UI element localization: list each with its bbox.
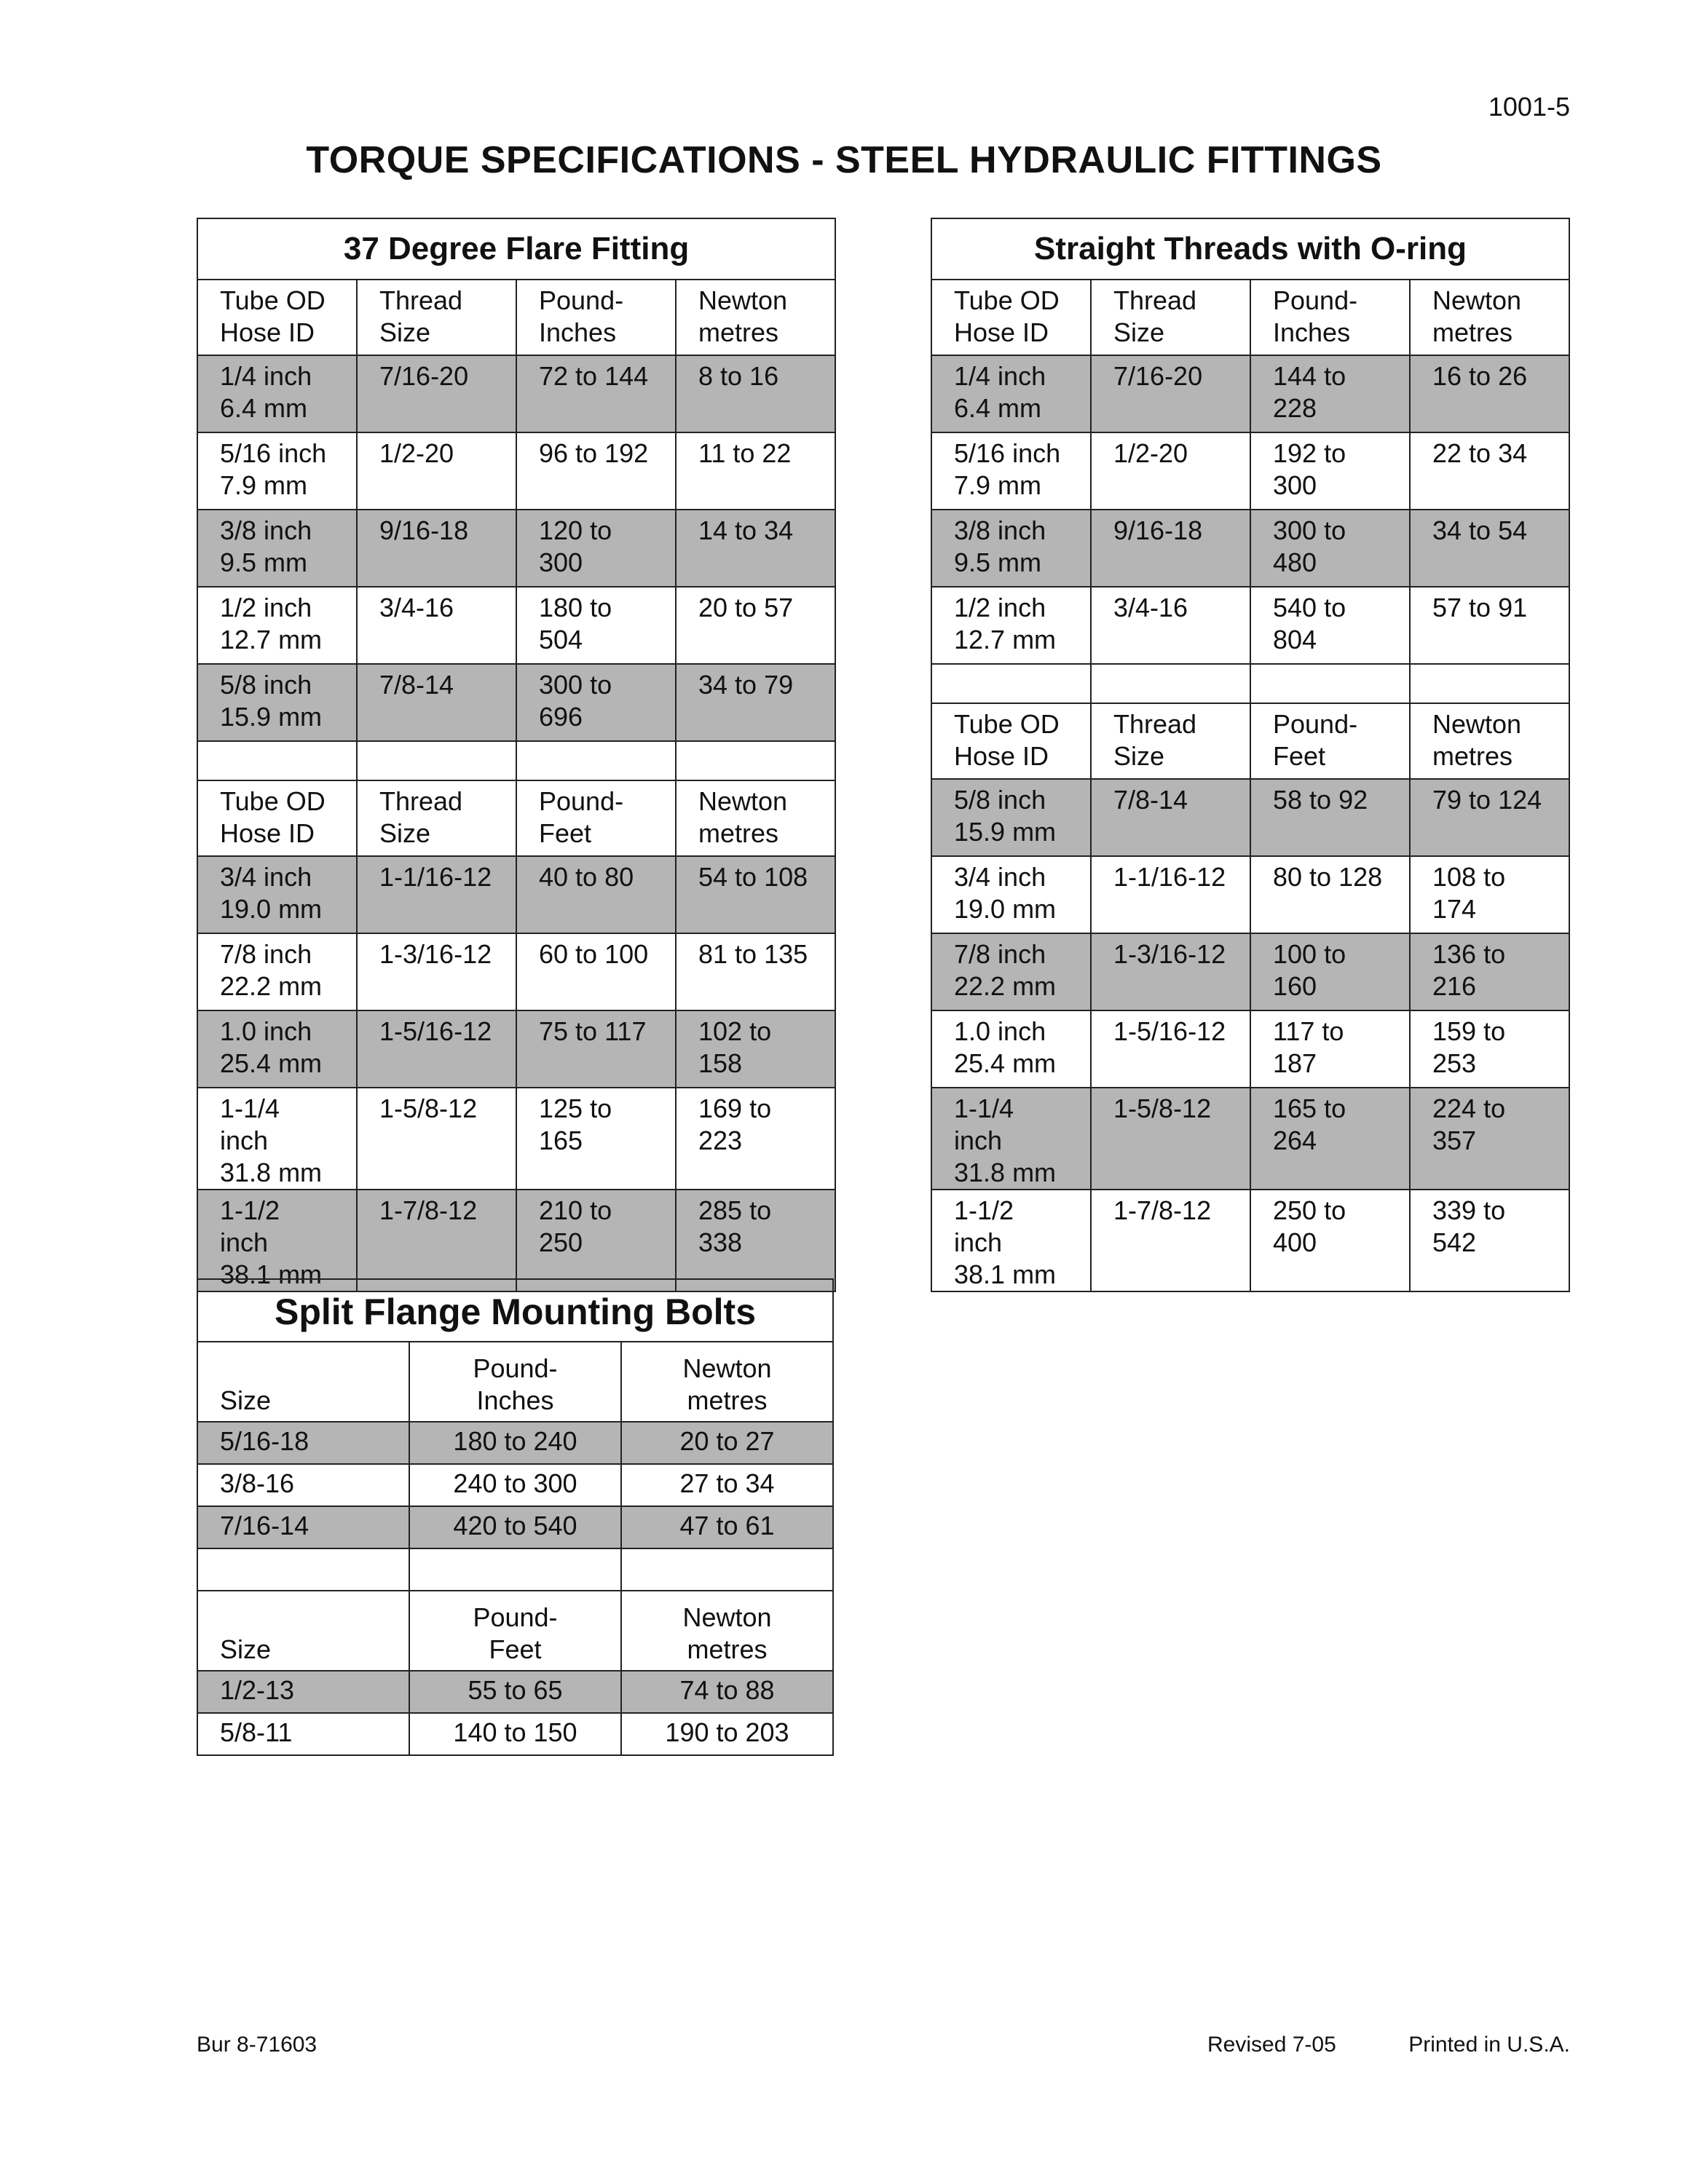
table-cell: 125 to 165	[516, 1088, 676, 1190]
table-cell: 1.0 inch 25.4 mm	[931, 1010, 1091, 1088]
table-cell: 47 to 61	[621, 1506, 833, 1548]
table-row	[197, 1464, 833, 1506]
table-row	[931, 587, 1569, 664]
table-row	[197, 1671, 833, 1713]
table-cell: 3/4-16	[357, 587, 516, 664]
footer-document-number: Bur 8-71603	[197, 2033, 318, 2057]
table-row	[931, 1190, 1569, 1291]
table-cell: 54 to 108	[676, 856, 835, 933]
column-header: Thread Size	[357, 280, 516, 355]
column-header: Pound- Inches	[516, 280, 676, 355]
table-cell: 300 to 696	[516, 664, 676, 741]
table-cell: 1/4 inch 6.4 mm	[197, 355, 357, 432]
flare-fitting-table	[197, 218, 836, 1292]
table-cell: 58 to 92	[1250, 779, 1410, 856]
table-cell: 210 to 250	[516, 1190, 676, 1291]
header-row	[197, 280, 835, 355]
footer-printed: Printed in U.S.A.	[1408, 2033, 1570, 2057]
table-cell: 300 to 480	[1250, 510, 1410, 587]
table-cell: 140 to 150	[409, 1713, 621, 1755]
table-row	[197, 664, 835, 741]
table-cell: 165 to 264	[1250, 1088, 1410, 1190]
column-header: Size	[197, 1342, 409, 1422]
table-cell: 1-1/16-12	[357, 856, 516, 933]
table-cell: 1-7/8-12	[1091, 1190, 1250, 1291]
column-header: Newton metres	[621, 1591, 833, 1671]
table-cell: 1/2 inch 12.7 mm	[931, 587, 1091, 664]
column-header: Newton metres	[676, 780, 835, 856]
column-header: Newton metres	[1410, 703, 1569, 779]
table-cell: 40 to 80	[516, 856, 676, 933]
table-cell: 1.0 inch 25.4 mm	[197, 1010, 357, 1088]
footer-revised: Revised 7-05	[1207, 2033, 1336, 2057]
table-cell: 22 to 34	[1410, 432, 1569, 510]
table-cell: 224 to 357	[1410, 1088, 1569, 1190]
table-cell: 7/8 inch 22.2 mm	[931, 933, 1091, 1010]
table-cell: 72 to 144	[516, 355, 676, 432]
column-header: Size	[197, 1591, 409, 1671]
table-cell: 27 to 34	[621, 1464, 833, 1506]
column-header: Thread Size	[1091, 703, 1250, 779]
column-header: Pound- Feet	[409, 1591, 621, 1671]
table-cell: 75 to 117	[516, 1010, 676, 1088]
table-cell: 74 to 88	[621, 1671, 833, 1713]
table-cell: 3/4 inch 19.0 mm	[931, 856, 1091, 933]
table-row	[197, 1190, 835, 1291]
header-row	[931, 703, 1569, 779]
table-cell: 9/16-18	[357, 510, 516, 587]
table-row	[197, 1010, 835, 1088]
table-cell: 20 to 57	[676, 587, 835, 664]
table-row	[197, 1422, 833, 1464]
table-cell: 9/16-18	[1091, 510, 1250, 587]
table-cell: 1-1/4 inch 31.8 mm	[931, 1088, 1091, 1190]
column-header: Tube OD Hose ID	[931, 280, 1091, 355]
table-cell: 240 to 300	[409, 1464, 621, 1506]
table-cell: 7/16-14	[197, 1506, 409, 1548]
spacer-row	[931, 664, 1569, 703]
table-cell: 420 to 540	[409, 1506, 621, 1548]
table-cell: 1-5/8-12	[357, 1088, 516, 1190]
table-row	[197, 1088, 835, 1190]
column-header: Newton metres	[1410, 280, 1569, 355]
table-cell: 1-1/4 inch 31.8 mm	[197, 1088, 357, 1190]
column-header: Newton metres	[621, 1342, 833, 1422]
table-cell: 3/4 inch 19.0 mm	[197, 856, 357, 933]
table-cell: 7/16-20	[357, 355, 516, 432]
table-cell: 7/8-14	[357, 664, 516, 741]
table-cell: 7/8 inch 22.2 mm	[197, 933, 357, 1010]
table-row	[197, 587, 835, 664]
header-row	[197, 780, 835, 856]
spacer-row	[197, 1548, 833, 1591]
column-header: Pound- Inches	[409, 1342, 621, 1422]
table-row	[931, 933, 1569, 1010]
table-cell: 108 to 174	[1410, 856, 1569, 933]
table-cell: 14 to 34	[676, 510, 835, 587]
table-row	[197, 856, 835, 933]
table-cell: 60 to 100	[516, 933, 676, 1010]
table-cell: 1/2-20	[1091, 432, 1250, 510]
table-cell: 1/2 inch 12.7 mm	[197, 587, 357, 664]
table-cell: 250 to 400	[1250, 1190, 1410, 1291]
table-cell: 1-1/2 inch 38.1 mm	[197, 1190, 357, 1291]
table-cell: 117 to 187	[1250, 1010, 1410, 1088]
table-cell: 1-5/16-12	[357, 1010, 516, 1088]
table-cell: 159 to 253	[1410, 1010, 1569, 1088]
table-cell: 1-3/16-12	[1091, 933, 1250, 1010]
table-cell: 144 to 228	[1250, 355, 1410, 432]
table-row	[931, 856, 1569, 933]
table-cell: 3/8 inch 9.5 mm	[931, 510, 1091, 587]
table-cell: 1-5/16-12	[1091, 1010, 1250, 1088]
table-cell: 34 to 54	[1410, 510, 1569, 587]
table-cell: 180 to 504	[516, 587, 676, 664]
table-cell: 5/8-11	[197, 1713, 409, 1755]
table-cell: 102 to 158	[676, 1010, 835, 1088]
table-cell: 1-1/16-12	[1091, 856, 1250, 933]
table-cell: 8 to 16	[676, 355, 835, 432]
table-row	[197, 933, 835, 1010]
table-row	[197, 355, 835, 432]
table-cell: 1/2-20	[357, 432, 516, 510]
table-row	[931, 1010, 1569, 1088]
o-ring-threads-table	[931, 218, 1570, 1292]
column-header: Tube OD Hose ID	[197, 280, 357, 355]
table-row	[931, 779, 1569, 856]
column-header: Tube OD Hose ID	[931, 703, 1091, 779]
column-header: Thread Size	[1091, 280, 1250, 355]
table-cell: 5/16 inch 7.9 mm	[197, 432, 357, 510]
table-row	[197, 510, 835, 587]
table-cell: 80 to 128	[1250, 856, 1410, 933]
table-cell: 5/16 inch 7.9 mm	[931, 432, 1091, 510]
table-cell: 3/4-16	[1091, 587, 1250, 664]
table-cell: 20 to 27	[621, 1422, 833, 1464]
table-cell: 57 to 91	[1410, 587, 1569, 664]
table-cell: 1-5/8-12	[1091, 1088, 1250, 1190]
table-cell: 169 to 223	[676, 1088, 835, 1190]
column-header: Tube OD Hose ID	[197, 780, 357, 856]
table-cell: 136 to 216	[1410, 933, 1569, 1010]
table-cell: 1-1/2 inch 38.1 mm	[931, 1190, 1091, 1291]
table-cell: 7/16-20	[1091, 355, 1250, 432]
column-header: Pound- Feet	[1250, 703, 1410, 779]
table-cell: 540 to 804	[1250, 587, 1410, 664]
column-header: Thread Size	[357, 780, 516, 856]
table-cell: 190 to 203	[621, 1713, 833, 1755]
table-cell: 3/8-16	[197, 1464, 409, 1506]
table-cell: 1/4 inch 6.4 mm	[931, 355, 1091, 432]
header-row	[931, 280, 1569, 355]
table-cell: 11 to 22	[676, 432, 835, 510]
table-cell: 120 to 300	[516, 510, 676, 587]
table-row	[197, 1506, 833, 1548]
table-row	[197, 1713, 833, 1755]
header-row	[197, 1591, 833, 1671]
table-cell: 55 to 65	[409, 1671, 621, 1713]
table-cell: 1-3/16-12	[357, 933, 516, 1010]
table-cell: 81 to 135	[676, 933, 835, 1010]
table-title: Split Flange Mounting Bolts	[197, 1279, 833, 1342]
table-row	[931, 355, 1569, 432]
table-cell: 96 to 192	[516, 432, 676, 510]
header-row	[197, 1342, 833, 1422]
table-row	[931, 1088, 1569, 1190]
table-cell: 1-7/8-12	[357, 1190, 516, 1291]
split-flange-table	[197, 1278, 834, 1756]
table-cell: 79 to 124	[1410, 779, 1569, 856]
table-cell: 100 to 160	[1250, 933, 1410, 1010]
table-row	[197, 432, 835, 510]
column-header: Pound- Feet	[516, 780, 676, 856]
table-cell: 16 to 26	[1410, 355, 1569, 432]
table-cell: 5/8 inch 15.9 mm	[197, 664, 357, 741]
table-title: 37 Degree Flare Fitting	[197, 218, 835, 280]
table-cell: 339 to 542	[1410, 1190, 1569, 1291]
table-row	[931, 432, 1569, 510]
table-cell: 180 to 240	[409, 1422, 621, 1464]
page-number: 1001-5	[1488, 92, 1570, 122]
table-cell: 192 to 300	[1250, 432, 1410, 510]
column-header: Pound- Inches	[1250, 280, 1410, 355]
table-cell: 34 to 79	[676, 664, 835, 741]
column-header: Newton metres	[676, 280, 835, 355]
table-cell: 285 to 338	[676, 1190, 835, 1291]
table-cell: 3/8 inch 9.5 mm	[197, 510, 357, 587]
table-row	[931, 510, 1569, 587]
table-title: Straight Threads with O-ring	[931, 218, 1569, 280]
spacer-row	[197, 741, 835, 780]
table-cell: 5/8 inch 15.9 mm	[931, 779, 1091, 856]
page-title: TORQUE SPECIFICATIONS - STEEL HYDRAULIC FITTINGS	[306, 139, 1382, 181]
table-cell: 1/2-13	[197, 1671, 409, 1713]
table-cell: 5/16-18	[197, 1422, 409, 1464]
table-cell: 7/8-14	[1091, 779, 1250, 856]
